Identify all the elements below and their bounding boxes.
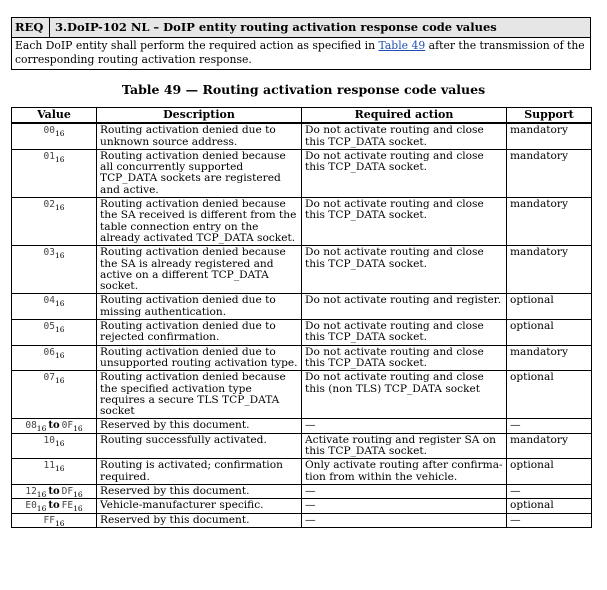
cell-required-action: — xyxy=(302,513,507,527)
table-row xyxy=(12,149,592,197)
hex-subscript: 16 xyxy=(54,299,65,309)
hex-subscript: 16 xyxy=(73,424,83,434)
table-row xyxy=(12,459,592,485)
cell-value xyxy=(12,294,97,320)
cell-required-action: Do not activate routing and close this TCP_DATA socket. xyxy=(302,123,507,149)
cell-support: optional xyxy=(507,320,592,346)
hex-value: 04 xyxy=(43,295,55,307)
range-to: to xyxy=(48,420,60,432)
table-row xyxy=(12,294,592,320)
hex-subscript: 16 xyxy=(54,376,65,386)
cell-value xyxy=(12,371,97,419)
requirement-tag: REQ xyxy=(12,18,50,37)
requirement-box xyxy=(11,17,591,70)
hex-value-end: 0F xyxy=(61,420,74,432)
hex-subscript: 16 xyxy=(54,438,65,448)
cell-support: mandatory xyxy=(507,433,592,459)
cell-description: Vehicle-manufacturer specific. xyxy=(97,499,302,513)
table-row xyxy=(12,345,592,371)
cell-description: Routing activation denied due to unknown source address. xyxy=(97,123,302,149)
cell-required-action: Activate routing and register SA on this TCP_DATA socket. xyxy=(302,433,507,459)
cell-description: Reserved by this document. xyxy=(97,513,302,527)
table-row xyxy=(12,320,592,346)
header-required-action: Required action xyxy=(302,108,507,124)
hex-value: 05 xyxy=(43,321,55,333)
table-row xyxy=(12,433,592,459)
cell-required-action: Only activate routing after confirma-tion from within the vehicle. xyxy=(302,459,507,485)
hex-value: 02 xyxy=(43,199,55,211)
table-header-row xyxy=(12,108,592,124)
cell-support: mandatory xyxy=(507,149,592,197)
cell-required-action: Do not activate routing and close this TCP_DATA socket. xyxy=(302,345,507,371)
hex-value: 10 xyxy=(43,434,55,446)
cell-required-action: Do not activate routing and close this TCP_DATA socket. xyxy=(302,246,507,294)
table-row xyxy=(12,484,592,498)
cell-value xyxy=(12,499,97,513)
cell-required-action: Do not activate routing and register. xyxy=(302,294,507,320)
cell-required-action: — xyxy=(302,499,507,513)
hex-subscript: 16 xyxy=(54,203,65,213)
hex-subscript: 16 xyxy=(73,490,83,500)
cell-value xyxy=(12,246,97,294)
cell-description: Routing activation denied due to missing authentication. xyxy=(97,294,302,320)
cell-description: Reserved by this document. xyxy=(97,419,302,433)
cell-value xyxy=(12,459,97,485)
cell-value xyxy=(12,484,97,498)
cell-value xyxy=(12,419,97,433)
hex-value: 01 xyxy=(43,150,55,162)
cell-support: optional xyxy=(507,459,592,485)
hex-subscript: 16 xyxy=(54,325,65,335)
cell-value xyxy=(12,513,97,527)
cell-support: — xyxy=(507,513,592,527)
hex-subscript: 16 xyxy=(54,155,65,164)
hex-subscript: 16 xyxy=(36,424,47,434)
cell-support: — xyxy=(507,419,592,433)
hex-subscript: 16 xyxy=(73,504,83,514)
cell-description: Routing activation denied due to rejected confirmation. xyxy=(97,320,302,346)
cell-support: optional xyxy=(507,499,592,513)
cell-required-action: — xyxy=(302,484,507,498)
requirement-text-before: Each DoIP entity shall perform the required action as specified in xyxy=(15,39,379,52)
cell-required-action: Do not activate routing and close this (non TLS) TCP_DATA socket xyxy=(302,371,507,419)
hex-subscript: 16 xyxy=(54,129,65,139)
requirement-text xyxy=(12,38,590,69)
table-row xyxy=(12,198,592,246)
table-49-link[interactable]: Table 49 xyxy=(378,39,426,52)
cell-support: mandatory xyxy=(507,246,592,294)
hex-value: 00 xyxy=(43,125,55,137)
hex-value: 06 xyxy=(43,346,55,358)
hex-value: 08 xyxy=(25,420,37,432)
header-support: Support xyxy=(507,108,592,124)
hex-subscript: 16 xyxy=(54,251,65,261)
hex-value: 07 xyxy=(43,372,55,384)
header-description: Description xyxy=(97,108,302,124)
table-body xyxy=(12,123,592,527)
cell-description: Routing activation denied due to unsupported routing activation type. xyxy=(97,345,302,371)
cell-description: Reserved by this document. xyxy=(97,484,302,498)
range-to: to xyxy=(48,500,60,512)
cell-description: Routing successfully activated. xyxy=(97,433,302,459)
hex-value: 12 xyxy=(25,485,37,497)
hex-value-end: DF xyxy=(61,485,74,497)
table-row xyxy=(12,499,592,513)
cell-required-action: Do not activate routing and close this TCP_DATA socket. xyxy=(302,198,507,246)
cell-value xyxy=(12,123,97,149)
cell-value xyxy=(12,198,97,246)
cell-description: Routing activation denied because the SA is already registered and active on a different TCP_DATA socket. xyxy=(97,246,302,294)
requirement-title: 3.DoIP-102 NL – DoIP entity routing activation response code values xyxy=(55,20,497,34)
requirement-header xyxy=(12,18,590,38)
hex-value: 03 xyxy=(43,247,55,259)
cell-required-action: Do not activate routing and close this TCP_DATA socket. xyxy=(302,149,507,197)
cell-description: Routing activation denied because the specified activation type requires a secure TLS TCP_DATA socket xyxy=(97,371,302,419)
cell-support: — xyxy=(507,484,592,498)
hex-subscript: 16 xyxy=(36,504,47,514)
cell-required-action: Do not activate routing and close this TCP_DATA socket. xyxy=(302,320,507,346)
cell-value xyxy=(12,320,97,346)
cell-support: mandatory xyxy=(507,198,592,246)
table-row xyxy=(12,419,592,433)
hex-subscript: 16 xyxy=(54,350,65,360)
response-code-table xyxy=(11,107,592,528)
cell-description: Routing is activated; confirmation required. xyxy=(97,459,302,485)
requirement-text-after: after the transmission of the corresponding routing activation response. xyxy=(15,39,585,66)
cell-required-action: — xyxy=(302,419,507,433)
hex-value: FF xyxy=(43,514,55,526)
hex-subscript: 16 xyxy=(54,518,65,528)
cell-description: Routing activation denied because all concurrently supported TCP_DATA sockets are registered and active. xyxy=(97,149,302,197)
hex-value: E0 xyxy=(25,500,37,512)
cell-value xyxy=(12,149,97,197)
table-row xyxy=(12,246,592,294)
cell-support: mandatory xyxy=(507,123,592,149)
cell-value xyxy=(12,433,97,459)
cell-support: optional xyxy=(507,371,592,419)
hex-subscript: 16 xyxy=(36,490,47,500)
hex-subscript: 16 xyxy=(54,464,65,474)
hex-value-end: FE xyxy=(61,500,74,512)
hex-value: 11 xyxy=(43,460,55,472)
table-row xyxy=(12,371,592,419)
header-value: Value xyxy=(12,108,97,124)
cell-support: mandatory xyxy=(507,345,592,371)
cell-value xyxy=(12,345,97,371)
table-title: Table 49 — Routing activation response code values xyxy=(121,82,486,97)
cell-support: optional xyxy=(507,294,592,320)
range-to: to xyxy=(48,485,60,497)
table-row xyxy=(12,513,592,527)
table-row xyxy=(12,123,592,149)
cell-description: Routing activation denied because the SA received is different from the table connection entry on the already activated TCP_DATA socket. xyxy=(97,198,302,246)
